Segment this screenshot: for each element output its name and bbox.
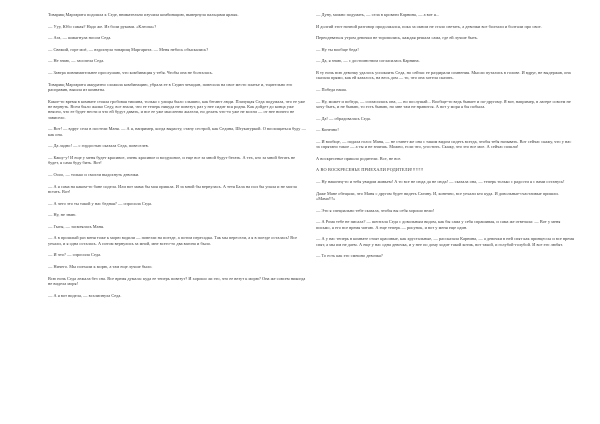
paragraph: — Вот! — вдруг села в постели Маня. — А я, например, когда вырасту, стану сестрой, как Седина, Штукатуркой. О восхищаться буду — как она. xyxy=(48,126,306,137)
paragraph: Переодеваться утром девочки не торопились, каждая решала сама, где ей лучше быть. xyxy=(316,35,479,41)
paragraph: — Ага, — шмыгнула носом Седа. xyxy=(48,35,112,41)
paragraph: — Кашу-у! И еще у меня будет красивое, очень красивое и воздушное, и еще все за мной будут бегать. А тех, кто за мной бегать не будет, я сама буду бить. Вот! xyxy=(48,154,296,166)
paragraph: — Конечно! xyxy=(316,127,339,133)
paragraph: — А я вот видела, — всхлипнула Седа. xyxy=(48,292,122,298)
paragraph: Даже Мане обещали, что Маня с другом будет видеть Сагину. И, конечно, все уехали кто куда. И довольные-счастливые пришли. «Мама!!!» xyxy=(316,190,559,201)
paragraph: — Оооо, — только и смогли выдохнуть девочки. xyxy=(48,171,140,177)
paragraph: В ту ночь всю девочку удалось успокоить Седа, но сейчас ее раздирали сомнения. Мысли путались в голове. И вдруг, не выдержав, она сказала прямо, как ей казалось, на весь дом — то, что она хотела сказать. xyxy=(316,69,571,81)
paragraph: — Свежий, горе моё, — вздохнула товарищ Маргарита. — Меня небось обыскались? xyxy=(48,46,209,52)
paragraph: — Ну наконец-то и тебя увидим живьем! А то все не сюда да не сюда! — сказала она, — теперь только с радости я с вами останусь! xyxy=(316,178,565,184)
paragraph: Какое-то время в комнате стояла гробовая тишина, только с улицы было слышно, как бегают люди. Плачущая Седа подумала, что ее уже не вернуть. Всем было жалко Седу, все знали, что ее теперь никуда не повезут, раз у нее сидит вся родня. Как дойдет до конца уже неясно, что ее будет нести и что ей будут давать, и все ее уже мысленно жалели, но делать что-то уже не могли — от нее ничего не зависело. xyxy=(48,98,306,120)
paragraph: А воскресенье пришло родители. Все, не все. xyxy=(316,155,402,161)
paragraph: Товарищ Маргарита подошла к Седе, внимательно изучила комбинацию, вывернула пальцами ярлык. xyxy=(48,12,239,17)
left-column xyxy=(48,12,306,304)
paragraph: — Да ладно! — с гордостью сказала Седа, повеселев. xyxy=(48,143,149,149)
paragraph: — Победа наша. xyxy=(316,86,347,92)
paragraph: — Это я специально тебе сказала, чтобы вы себя хорошо вели! xyxy=(316,207,435,213)
section-heading: А ВО ВОСКРЕСЕНЬЕ ПРИЕХАЛИ РОДИТЕЛИ!!!!!!!! xyxy=(316,167,424,173)
paragraph: — Дуну, можно подумать, — села в кровати Карнина, — а вот я... xyxy=(316,12,440,17)
paragraph: Всю ночь Седа лежала без сна. Все время думала: куда ее теперь повезут? И хорошо ли это, что ее везут к морю? Она же совсем никогда не видела моря! xyxy=(48,275,306,286)
paragraph: — То есть как это смешно девочка? xyxy=(316,253,383,259)
paragraph: — И что? — спросила Седа. xyxy=(48,252,102,258)
paragraph: — Завтра повнимательнее прослушаю, что комбинация у тебя. Чтобы она не болталась. xyxy=(48,69,213,75)
paragraph: — Ничего. Мы поехали к морю, а там еще лучше было. xyxy=(48,263,153,269)
paragraph: И долгий этот ночной разговор продолжался, пока за окном не стало светать, а девочки все болтали и болтали про свое. xyxy=(316,23,542,29)
paragraph: — Ну, не знаю. xyxy=(48,212,77,218)
paragraph: — Да! — обрадовалась Седа. xyxy=(316,115,371,121)
paragraph: — А в прошлый раз меня тоже к морю водили — повезли на поезде, а потом пересадка. Так мы пересели, а я в поезде осталась! Все уехали, и я одна осталась. А потом вернулись за мной, мне всего-то два вагона и было. xyxy=(48,235,298,246)
paragraph: — А Рома тебе не писала? — шептала Седа с довольным видом, как бы сама у себя спрашивая, и сама же отвечала: — Вот у меня письмо, я его все время читаю. А еще теперь — рисунок, и вот у меня еще один. xyxy=(316,219,561,230)
paragraph: — Ну, может и победа, — согласилась она, — но послушай... Вообще-то ведь бывает и по-другому. Я вот, например, в лагере совсем не хочу быть, и не бываю, то есть бываю, но мне там не нравится. А вот у моря я бы побыла. xyxy=(316,98,571,109)
paragraph: — А чего это ты такой у нас бедная? — спросила Седа. xyxy=(48,200,153,206)
paragraph: — Гыгы, — засмеялась Маня. xyxy=(48,223,105,229)
right-column xyxy=(316,12,574,265)
paragraph: — Ну ты вообще беда! xyxy=(316,46,359,52)
paragraph: — Ууу, Юбо самая? Надо же. Из боли руками. «Клеопа»? xyxy=(48,23,157,29)
paragraph: — А у нас теперь в комнате стоят красивые, как хрустальные, — рассказала Карнина, — а девочки в ней спят как принцессы и все время спят, а мы им не даем. А еще у нас одна девочка, и у нее по дому ходит такой котик, вот такой, и голубой-голубой. И все его любят. xyxy=(316,236,575,247)
paragraph: Товарищ Маргарита аккуратно сложила комбинацию, убрала ее в Седин чемодан, повесила на свое место платье и, тщательно его расправив, вышла из комнаты. xyxy=(48,81,293,92)
paragraph: — Да, я знаю, — с достоинством согласилась Карнина. xyxy=(316,58,420,64)
paragraph: — И вообще, — подала голос Маня, — не станет же она с таким видом сидеть всегда, чтобы тебя называть. Вот сейчас скажу, что у нас за спрятано такое — а ты и не знаешь. Можно, если что, угостить. Скажу, что это все мое. А сейчас пошли! xyxy=(316,138,572,150)
paragraph: — Не знаю, — засопела Седа. xyxy=(48,58,105,64)
paragraph: — А я сама на каком-то бане сидела. Или вот мама бы моя пришла. И за мной бы вернулась. А тетя Бала на пол бы упала и не могла встать. Вот! xyxy=(48,183,297,194)
